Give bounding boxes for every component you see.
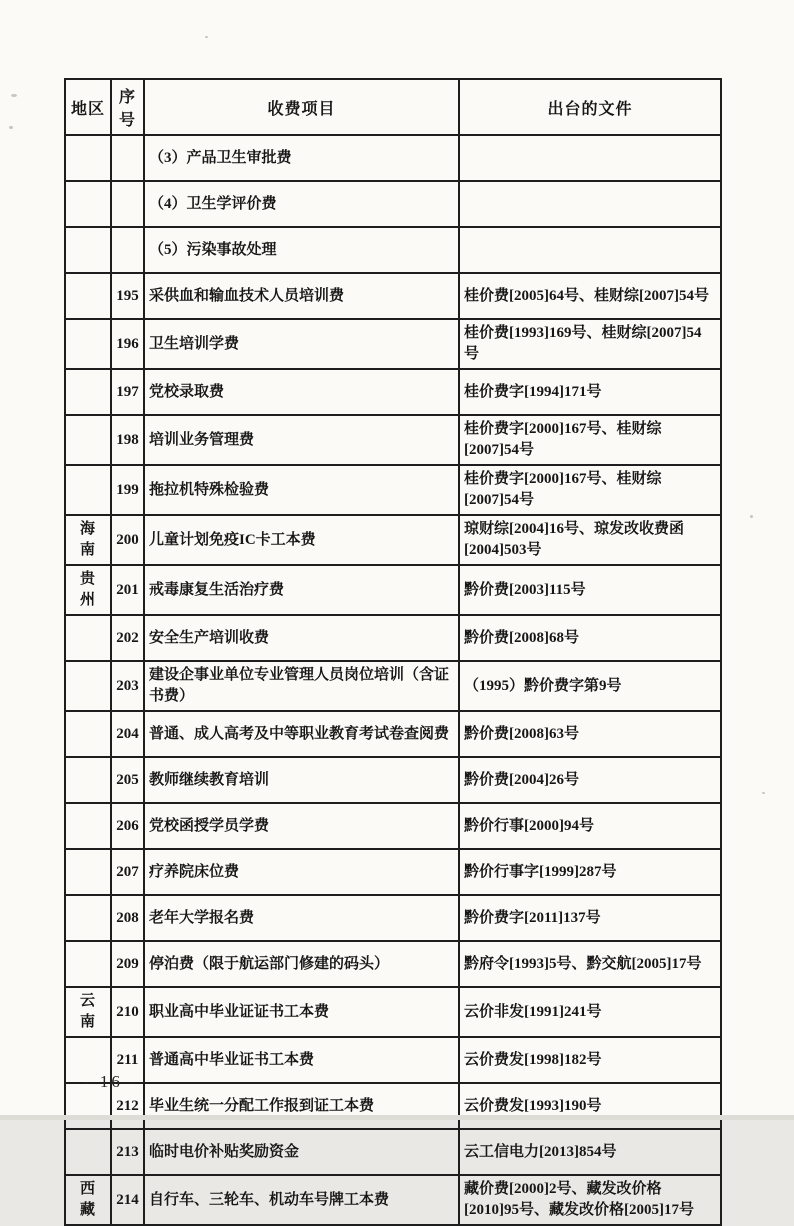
serial-cell: 211 [111, 1037, 144, 1083]
serial-cell: 214 [111, 1175, 144, 1225]
table-row [65, 319, 721, 369]
table-header-row [65, 79, 721, 135]
region-cell [65, 895, 111, 941]
region-cell [65, 465, 111, 515]
serial-cell: 202 [111, 615, 144, 661]
table-row [65, 1175, 721, 1225]
document-cell: （1995）黔价费字第9号 [459, 661, 721, 711]
serial-cell: 198 [111, 415, 144, 465]
document-cell: 黔价费[2004]26号 [459, 757, 721, 803]
fee-item-cell: 疗养院床位费 [144, 849, 459, 895]
table-row [65, 565, 721, 615]
serial-cell [111, 135, 144, 181]
fee-item-cell: 儿童计划免疫IC卡工本费 [144, 515, 459, 565]
region-cell [65, 415, 111, 465]
serial-cell: 195 [111, 273, 144, 319]
table-row [65, 415, 721, 465]
region-cell [65, 319, 111, 369]
fee-item-cell: 普通、成人高考及中等职业教育考试卷查阅费 [144, 711, 459, 757]
column-header-4: 出台的文件 [459, 79, 721, 135]
table-row [65, 1037, 721, 1083]
column-header-1: 地区 [65, 79, 111, 135]
fee-item-cell: 戒毒康复生活治疗费 [144, 565, 459, 615]
region-cell [65, 181, 111, 227]
fee-item-cell: 建设企事业单位专业管理人员岗位培训（含证书费） [144, 661, 459, 711]
serial-cell: 210 [111, 987, 144, 1037]
fee-item-cell: 拖拉机特殊检验费 [144, 465, 459, 515]
fee-items-table [64, 78, 722, 1226]
table-row [65, 369, 721, 415]
document-cell: 云价费发[1998]182号 [459, 1037, 721, 1083]
region-cell [65, 273, 111, 319]
serial-cell: 209 [111, 941, 144, 987]
document-cell: 桂价费[1993]169号、桂财综[2007]54号 [459, 319, 721, 369]
fee-item-cell: 职业高中毕业证证书工本费 [144, 987, 459, 1037]
serial-cell: 207 [111, 849, 144, 895]
fee-item-cell: 自行车、三轮车、机动车号牌工本费 [144, 1175, 459, 1225]
table-row [65, 1083, 721, 1129]
serial-cell: 205 [111, 757, 144, 803]
serial-cell: 212 [111, 1083, 144, 1129]
serial-cell: 203 [111, 661, 144, 711]
fee-item-cell: 采供血和输血技术人员培训费 [144, 273, 459, 319]
table-row [65, 515, 721, 565]
fee-item-cell: 老年大学报名费 [144, 895, 459, 941]
document-cell: 黔价费字[2011]137号 [459, 895, 721, 941]
region-cell [65, 227, 111, 273]
fee-item-cell: （5）污染事故处理 [144, 227, 459, 273]
scan-speck [205, 36, 208, 38]
fee-item-cell: 卫生培训学费 [144, 319, 459, 369]
table-row [65, 135, 721, 181]
table-row [65, 181, 721, 227]
region-cell: 云 南 [65, 987, 111, 1037]
region-cell: 贵 州 [65, 565, 111, 615]
region-cell [65, 369, 111, 415]
document-cell: 桂价费字[2000]167号、桂财综[2007]54号 [459, 415, 721, 465]
document-cell: 琼财综[2004]16号、琼发改收费函[2004]503号 [459, 515, 721, 565]
serial-cell: 201 [111, 565, 144, 615]
fee-item-cell: 普通高中毕业证书工本费 [144, 1037, 459, 1083]
region-cell [65, 849, 111, 895]
document-cell: 黔价费[2003]115号 [459, 565, 721, 615]
fee-item-cell: 毕业生统一分配工作报到证工本费 [144, 1083, 459, 1129]
fee-item-cell: 停泊费（限于航运部门修建的码头） [144, 941, 459, 987]
table-row [65, 227, 721, 273]
scan-speck [750, 515, 753, 518]
column-header-3: 收费项目 [144, 79, 459, 135]
region-cell: 海 南 [65, 515, 111, 565]
scan-speck [762, 792, 765, 794]
region-cell [65, 1129, 111, 1175]
fee-item-cell: 培训业务管理费 [144, 415, 459, 465]
fee-item-cell: （3）产品卫生审批费 [144, 135, 459, 181]
document-cell [459, 227, 721, 273]
fee-item-cell: 党校录取费 [144, 369, 459, 415]
table-row [65, 1129, 721, 1175]
document-cell [459, 135, 721, 181]
table-row [65, 803, 721, 849]
document-cell: 黔价费[2008]68号 [459, 615, 721, 661]
table-row [65, 849, 721, 895]
document-cell: 黔价行事[2000]94号 [459, 803, 721, 849]
table-row [65, 465, 721, 515]
table-row [65, 895, 721, 941]
scan-edge-shadow [0, 1115, 794, 1120]
fee-item-cell: 临时电价补贴奖励资金 [144, 1129, 459, 1175]
serial-cell: 213 [111, 1129, 144, 1175]
table-row [65, 941, 721, 987]
document-cell: 桂价费[2005]64号、桂财综[2007]54号 [459, 273, 721, 319]
region-cell [65, 757, 111, 803]
document-cell: 云价非发[1991]241号 [459, 987, 721, 1037]
table-row [65, 615, 721, 661]
serial-cell: 197 [111, 369, 144, 415]
table-row [65, 273, 721, 319]
serial-cell: 200 [111, 515, 144, 565]
scan-speck [9, 126, 13, 129]
region-cell [65, 135, 111, 181]
region-cell: 西 藏 [65, 1175, 111, 1225]
table-row [65, 757, 721, 803]
table-row [65, 987, 721, 1037]
page-number: - 16 - [84, 1072, 139, 1091]
document-cell [459, 181, 721, 227]
fee-item-cell: 党校函授学员学费 [144, 803, 459, 849]
document-cell: 桂价费字[2000]167号、桂财综[2007]54号 [459, 465, 721, 515]
document-cell: 云工信电力[2013]854号 [459, 1129, 721, 1175]
fee-item-cell: （4）卫生学评价费 [144, 181, 459, 227]
region-cell [65, 711, 111, 757]
serial-cell: 196 [111, 319, 144, 369]
column-header-2: 序号 [111, 79, 144, 135]
region-cell [65, 661, 111, 711]
serial-cell [111, 181, 144, 227]
region-cell [65, 941, 111, 987]
document-cell: 藏价费[2000]2号、藏发改价格[2010]95号、藏发改价格[2005]17号 [459, 1175, 721, 1225]
scan-speck [11, 94, 17, 97]
serial-cell: 206 [111, 803, 144, 849]
serial-cell: 199 [111, 465, 144, 515]
document-cell: 黔价费[2008]63号 [459, 711, 721, 757]
serial-cell: 204 [111, 711, 144, 757]
serial-cell [111, 227, 144, 273]
serial-cell: 208 [111, 895, 144, 941]
document-cell: 黔价行事字[1999]287号 [459, 849, 721, 895]
region-cell [65, 803, 111, 849]
table-row [65, 711, 721, 757]
document-cell: 桂价费字[1994]171号 [459, 369, 721, 415]
fee-item-cell: 安全生产培训收费 [144, 615, 459, 661]
region-cell [65, 615, 111, 661]
fee-item-cell: 教师继续教育培训 [144, 757, 459, 803]
document-cell: 云价费发[1993]190号 [459, 1083, 721, 1129]
document-cell: 黔府令[1993]5号、黔交航[2005]17号 [459, 941, 721, 987]
table-row [65, 661, 721, 711]
